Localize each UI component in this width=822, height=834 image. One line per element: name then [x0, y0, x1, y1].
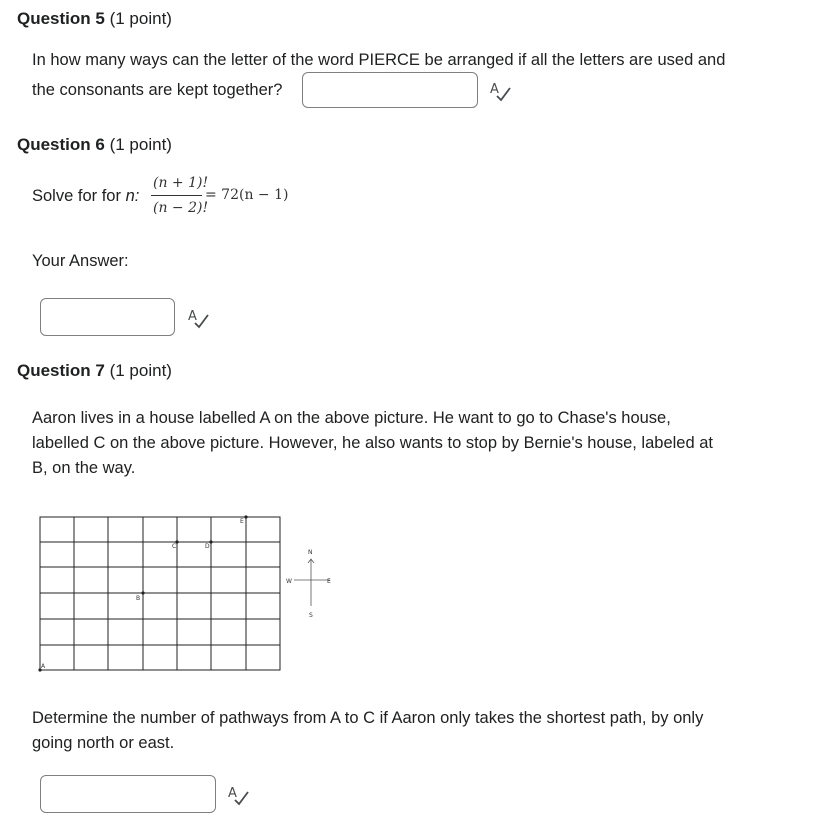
- question-6-variable: n:: [125, 187, 140, 205]
- question-6-prompt-text: Solve for for: [32, 187, 121, 205]
- svg-text:A: A: [490, 82, 499, 97]
- equation-denominator: (n − 2)!: [153, 200, 209, 216]
- compass-s: S: [309, 612, 313, 619]
- label-b: B: [136, 595, 141, 602]
- svg-text:A: A: [228, 786, 237, 801]
- question-5-text-line1: In how many ways can the letter of the word PIERCE be arranged if all the letters are used and: [32, 51, 726, 69]
- spellcheck-icon[interactable]: [226, 783, 250, 807]
- svg-text:A: A: [188, 309, 197, 324]
- compass-e: E: [327, 578, 331, 585]
- label-a: A: [41, 663, 46, 670]
- question-5-text-line2: the consonants are kept together?: [32, 81, 283, 99]
- question-7-text-line2: labelled C on the above picture. However, he also wants to stop by Bernie's house, labeled at: [32, 434, 713, 452]
- question-5-title: Question 5: [17, 9, 105, 28]
- question-5-points: (1 point): [109, 9, 172, 28]
- question-6-title: Question 6: [17, 135, 105, 154]
- question-7-answer-input[interactable]: [40, 775, 216, 813]
- question-7-question-line2: going north or east.: [32, 734, 175, 752]
- compass-n: N: [308, 549, 313, 556]
- question-7-points: (1 point): [109, 361, 172, 380]
- compass-w: W: [286, 578, 292, 585]
- question-7-title: Question 7: [17, 361, 105, 380]
- equation-numerator: (n + 1)!: [153, 175, 209, 191]
- question-7-text-line1: Aaron lives in a house labelled A on the above picture. He want to go to Chase's house,: [32, 409, 671, 427]
- label-e: E: [240, 518, 244, 525]
- question-7-text-line3: B, on the way.: [32, 459, 136, 477]
- label-d: D: [205, 543, 210, 550]
- compass-rose: [294, 559, 330, 606]
- question-6-points: (1 point): [109, 135, 172, 154]
- question-7-question-line1: Determine the number of pathways from A to C if Aaron only takes the shortest path, by only: [32, 709, 704, 727]
- grid-lines: [40, 517, 280, 670]
- point-b: [141, 591, 144, 594]
- question-6-your-answer-label: Your Answer:: [32, 252, 129, 270]
- equation-rhs: = 72(n − 1): [205, 187, 289, 203]
- label-c: C: [172, 543, 177, 550]
- point-d: [209, 540, 212, 543]
- point-e: [244, 515, 247, 518]
